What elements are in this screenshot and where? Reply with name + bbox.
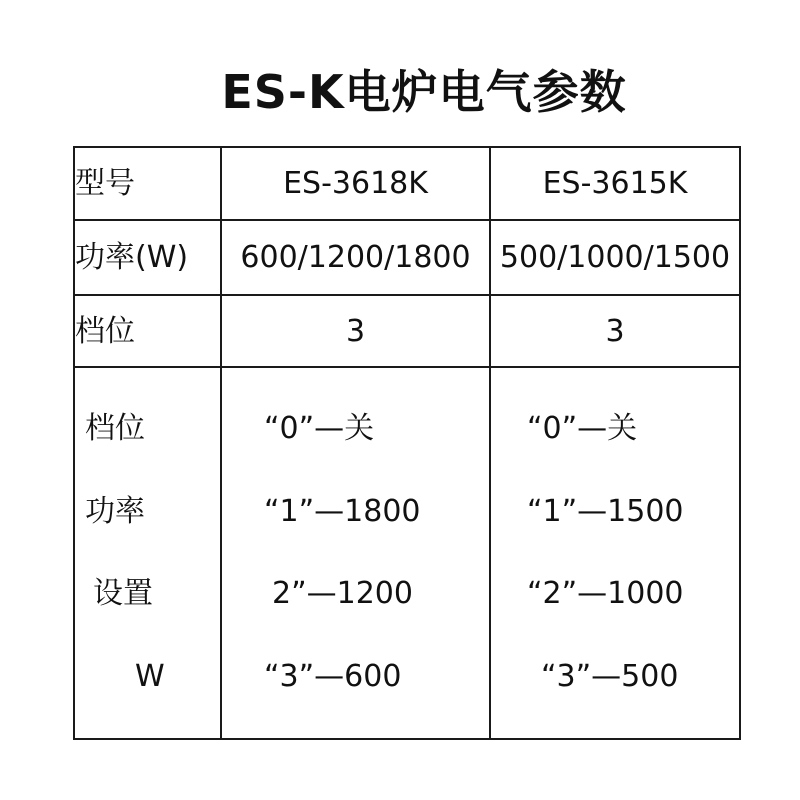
- table-row-settings: [74, 367, 740, 739]
- setting-a-line: “3”—600: [264, 658, 402, 694]
- settings-label-line: 档位: [85, 411, 145, 447]
- setting-b-line: “0”—关: [527, 411, 638, 447]
- settings-label-cell: [74, 367, 221, 739]
- gears-a-value: 3: [221, 295, 490, 367]
- settings-label-line: 设置: [93, 576, 153, 612]
- setting-b-line: “3”—500: [541, 658, 679, 694]
- settings-a-cell: [221, 367, 490, 739]
- settings-label-line: 功率: [85, 493, 145, 529]
- table-row-gears: [74, 295, 740, 367]
- model-b-value: ES-3615K: [490, 147, 740, 220]
- spec-table: [73, 146, 741, 740]
- row-label-power: 功率(W): [74, 220, 221, 295]
- power-b-value: 500/1000/1500: [490, 220, 740, 295]
- model-a-value: ES-3618K: [221, 147, 490, 220]
- settings-label-line: W: [135, 658, 165, 694]
- setting-a-line: “0”—关: [264, 411, 375, 447]
- setting-a-line: “1”—1800: [264, 493, 421, 529]
- row-label-model: 型号: [74, 147, 221, 220]
- setting-a-line: 2”—1200: [272, 576, 413, 612]
- table-row-power: [74, 220, 740, 295]
- page-title: ES-K电炉电气参数: [221, 65, 627, 119]
- row-label-gears: 档位: [74, 295, 221, 367]
- gears-b-value: 3: [490, 295, 740, 367]
- table-row-model: [74, 147, 740, 220]
- setting-b-line: “2”—1000: [527, 576, 684, 612]
- setting-b-line: “1”—1500: [527, 493, 684, 529]
- power-a-value: 600/1200/1800: [221, 220, 490, 295]
- settings-b-cell: [490, 367, 740, 739]
